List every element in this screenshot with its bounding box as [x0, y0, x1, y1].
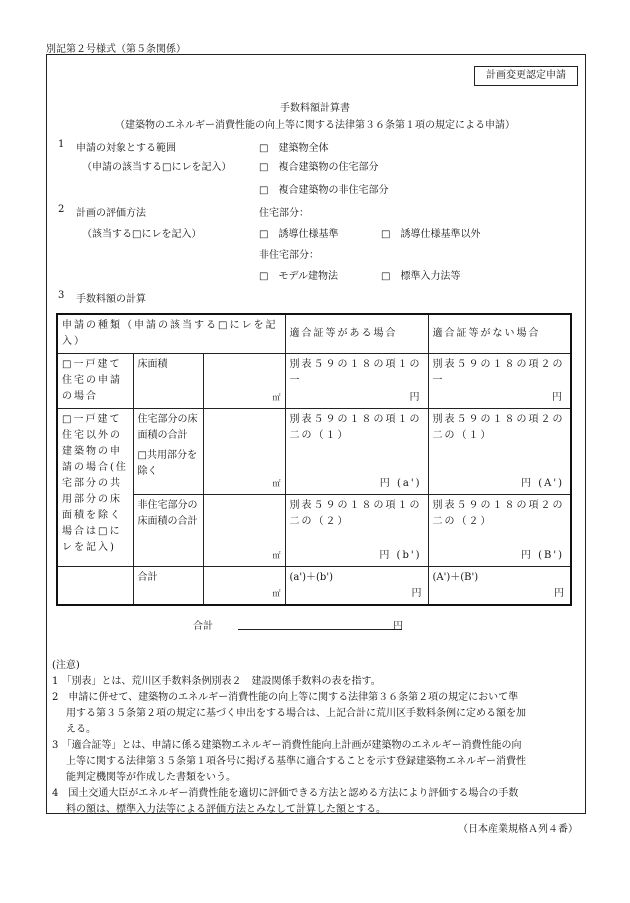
- total-yen: 円: [393, 621, 403, 632]
- note-line: 上等に関する法律第３５条第１項各号に掲げる基準に適合することを示す登録建築物エネルギー消費性: [66, 756, 526, 767]
- row4-type-empty: [57, 567, 133, 605]
- note-line: 4 国土交通大臣がエネルギー消費性能を適切に評価できる方法と認める方法により評価する場合の手数: [52, 788, 519, 799]
- table-row: [57, 495, 571, 567]
- row4-unit: ㎡: [272, 588, 281, 598]
- option-standard-input[interactable]: □ 標準入力法等: [381, 271, 461, 282]
- row3-without-text: 別表５９の１８の項２の二の（２）: [432, 500, 565, 527]
- row3-without-yen: 円 (B'): [520, 550, 564, 561]
- fee-calculation-table: [56, 313, 572, 606]
- row4-without-cell: [428, 567, 571, 605]
- table-row: [57, 567, 571, 605]
- note-line: 料の額は、標準入力法等による評価方法とみなして計算した額とする。: [66, 804, 386, 815]
- row3-item: 非住宅部分の床面積の合計: [133, 495, 203, 567]
- note-line: 用する第３５条第２項の規定に基づく申出をする場合は、上記合計に荒川区手数料条例に定める額を加: [66, 708, 526, 719]
- row1-unit: ㎡: [272, 393, 281, 402]
- row1-with-yen: 円: [409, 392, 422, 403]
- row2-unit: ㎡: [272, 479, 281, 488]
- row2-item: 住宅部分の床面積の合計: [137, 414, 198, 441]
- row2-item-cell: [133, 409, 203, 495]
- table-row: [57, 354, 571, 409]
- header-with-certificate: 適合証等がある場合: [285, 314, 428, 354]
- row4-with-yen: 円: [411, 587, 422, 599]
- row2-without-cell: [428, 409, 571, 495]
- row3-area-cell[interactable]: [203, 495, 285, 567]
- table-header-row: [57, 314, 571, 354]
- row3-with-yen: 円 (b'): [379, 550, 422, 561]
- row2-without-text: 別表５９の１８の項２の二の（１）: [432, 414, 565, 441]
- header-without-certificate: 適合証等がない場合: [428, 314, 571, 354]
- row2-without-yen: 円 (A'): [521, 478, 564, 489]
- note-line: 3 「適合証等」とは、申請に係る建築物エネルギー消費性能向上計画が建築物のエネルギー消費性能の向: [52, 740, 522, 751]
- option-complex-nonhousing[interactable]: □ 複合建築物の非住宅部分: [259, 185, 389, 196]
- section1-label: 申請の対象とする範囲: [76, 143, 176, 154]
- option-non-guided-spec[interactable]: □ 誘導仕様基準以外: [381, 229, 481, 240]
- notes-heading: (注意): [52, 660, 80, 671]
- row1-without-cell: [428, 354, 571, 409]
- row3-without-cell: [428, 495, 571, 567]
- row2-with-cell: [285, 409, 428, 495]
- section1-number: 1: [58, 139, 65, 150]
- section3-number: 3: [58, 290, 65, 301]
- nonhousing-label: 非住宅部分：: [259, 250, 319, 261]
- row1-type-detached-house[interactable]: □一戸建て住宅の申請の場合: [57, 354, 133, 409]
- row2-item-sub[interactable]: □共用部分を除く: [137, 450, 197, 477]
- note-line: 能判定機関等が作成した書類をいう。: [66, 772, 236, 783]
- row3-with-cell: [285, 495, 428, 567]
- row2-area-cell[interactable]: [203, 409, 285, 495]
- table-row: [57, 409, 571, 495]
- row2-with-text: 別表５９の１８の項１の二の（１）: [289, 414, 422, 441]
- section3-label: 手数料額の計算: [76, 294, 146, 305]
- application-type-badge: 計画変更認定申請: [474, 66, 578, 86]
- row4-without-yen: 円: [554, 587, 564, 599]
- section1-hint: （申請の該当する□にレを記入）: [82, 162, 232, 173]
- option-model-building[interactable]: □ モデル建物法: [259, 271, 338, 282]
- row3-unit: ㎡: [272, 551, 281, 560]
- section2-number: 2: [58, 204, 65, 215]
- option-whole-building[interactable]: □ 建築物全体: [259, 143, 329, 154]
- total-amount-line[interactable]: [238, 628, 402, 630]
- note-line: える。: [66, 724, 96, 735]
- row4-item: 合計: [133, 567, 203, 605]
- row2-type-other-building[interactable]: □一戸建て住宅以外の建築物の申請の場合(住宅部分の共用部分の床面積を除く場合は□にレを記入): [57, 409, 133, 567]
- section2-hint: （該当する□にレを記入）: [82, 229, 202, 240]
- row2-with-yen: 円 (a'): [379, 478, 422, 489]
- section2-label: 計画の評価方法: [76, 208, 146, 219]
- row4-area-cell[interactable]: [203, 567, 285, 605]
- row1-with-text: 別表５９の１８の項１の一: [289, 359, 422, 386]
- footer-paper-size: （日本産業規格Ａ列４番）: [458, 824, 578, 835]
- note-line: 2 申請に併せて、建築物のエネルギー消費性能の向上等に関する法律第３６条第２項の規定において準: [52, 692, 519, 703]
- row4-without-text: (A')＋(B'): [432, 572, 479, 583]
- page-title: 手数料額計算書: [280, 103, 350, 114]
- note-line: 1 「別表」とは、荒川区手数料条例別表２ 建設関係手数料の表を指す。: [52, 676, 381, 687]
- row4-with-cell: [285, 567, 428, 605]
- option-guided-spec[interactable]: □ 誘導仕様基準: [259, 229, 339, 240]
- housing-label: 住宅部分：: [259, 208, 309, 219]
- form-label: 別記第２号様式（第５条関係）: [46, 44, 186, 55]
- page-subtitle: （建築物のエネルギー消費性能の向上等に関する法律第３６条第１項の規定による申請）: [115, 120, 515, 131]
- option-complex-housing[interactable]: □ 複合建築物の住宅部分: [259, 162, 379, 173]
- row1-with-cell: [285, 354, 428, 409]
- row1-without-text: 別表５９の１８の項２の一: [432, 359, 565, 386]
- row1-item: 床面積: [133, 354, 203, 409]
- total-label: 合計: [193, 621, 213, 632]
- row3-with-text: 別表５９の１８の項１の二の（２）: [289, 500, 422, 527]
- row4-with-text: (a')＋(b'): [289, 572, 333, 583]
- row1-area-cell[interactable]: [203, 354, 285, 409]
- header-application-type: 申請の種類（申請の該当する□にレを記入）: [57, 314, 285, 354]
- row1-without-yen: 円: [552, 392, 564, 403]
